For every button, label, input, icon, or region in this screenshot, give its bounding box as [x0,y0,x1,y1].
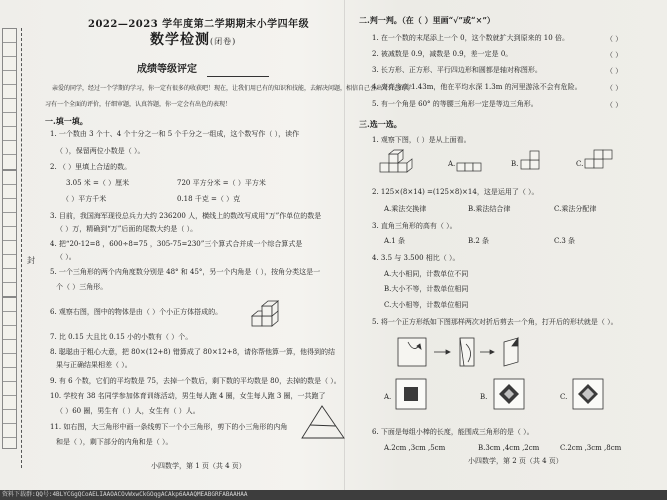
option-a-figure [395,378,427,410]
scan-code: 资料下载群:QQ号:4BLYCGgQCoAELIAAOACOvWxwCkGOqgACAkp6AAAQMEABGRFABAAHAA [2,491,248,498]
school-year-heading: 2022—2023 学年度第二学期期末小学四年级 [88,19,310,30]
option-text: B.大小不等，计数单位相同 [384,285,469,293]
question-10: （ ）60 圈，男生有（ ）人，女生有（ ）人。 [56,407,200,415]
question-1: 1. 一个数由 3 个十、4 个十分之一和 5 个千分之一组成，这个数写作（ ），读作 [50,130,300,138]
grade-label: 成绩等级评定 [137,64,197,75]
choice-question-1: 1. 观察下图，（ ）是从上面看。 [372,136,471,144]
question-11: 11. 如右图，大三角形中画一条线剪下一个小三角形，剪下的小三角形的内角 [50,423,288,431]
question-6: 6. 观察右图，图中的物体是由（ ）个小正方体搭成的。 [50,308,223,316]
answer-blank: （ ） [606,84,623,92]
option-label: B. [480,393,488,401]
grade-blank [207,76,269,77]
question-1: （ ），保留两位小数是（ ）。 [56,147,145,155]
exam-title: 数学检测(闭卷) [150,32,237,48]
triangle-figure [300,404,346,440]
answer-blank: （ ） [606,35,623,43]
question-2: 2. （ ）里填上合适的数。 [50,163,132,171]
option-text: A.大小相同，计数单位不同 [384,270,469,278]
question-2-item: 3.05 米 =（ ）厘米 [66,179,130,187]
answer-blank: （ ） [606,67,623,75]
judge-item: 3. 长方形、正方形、平行四边形和圆都是轴对称图形。 [372,66,542,74]
option-label: A. [384,393,392,401]
judge-item: 2. 被减数是 0.9，减数是 0.9，差一定是 0。 [372,50,513,58]
option-text: A.2cm ,3cm ,5cm [384,444,446,452]
answer-blank: （ ） [606,101,623,109]
student-info-box [2,170,17,297]
answer-blank: （ ） [606,51,623,59]
section2-heading: 二.判一判。（在（ ）里画“√”或“×”） [359,15,495,25]
option-label: A. [448,160,456,168]
choice-question-4: 4. 3.5 与 3.500 相比（ ）。 [372,254,460,262]
option-a-figure [456,154,484,174]
choice-question-3: 3. 直角三角形的高有（ ）。 [372,222,457,230]
page-footer: 小四数学，第 2 页（共 4 页） [468,457,563,465]
option-b-figure [493,378,525,410]
option-b-figure [520,148,550,174]
option-c-figure [572,378,604,410]
judge-item: 1. 在一个数的末尾添上一个 0，这个数就扩大到原来的 10 倍。 [372,34,569,42]
student-info-box [2,28,17,170]
question-9: 9. 有 6 个数，它们的平均数是 75，去掉一个数后，剩下数的平均数是 80，去掉的数是（ ）。 [50,377,341,385]
choice-question-6: 6. 下面是每组小棒的长度，能围成三角形的是（ ）。 [372,428,534,436]
section3-heading: 三.选一选。 [359,119,402,129]
section1-heading: 一.填一填。 [45,116,88,126]
option-label: C. [560,393,568,401]
option-text: C.大小相等，计数单位相同 [384,301,469,309]
option-text: A.乘法交换律 [384,205,427,213]
question-3: （ ）万，精确到“万”后面的尾数大约是（ ）。 [56,225,198,233]
question-5: 5. 一个三角形的两个内角度数分别是 48° 和 45°，另一个内角是（ ），按角分类这是一 [50,268,321,276]
question-3: 3. 目前，我国海军现役总兵力大约 236200 人，横线上的数改写成用“万”作单位的数是 [50,212,322,220]
question-5: 个（ ）三角形。 [56,283,108,291]
seal-cut-line [21,28,22,468]
option-label: B. [511,160,519,168]
cube-view-figure [376,149,416,177]
question-2-item: （ ）平方千米 [62,195,107,203]
option-text: C.3 条 [554,237,576,245]
option-text: B.乘法结合律 [468,205,511,213]
option-label: C. [576,160,584,168]
paper-fold-diagram [394,332,554,372]
seal-word: 封 [27,256,35,265]
option-text: A.1 条 [384,237,405,245]
intro-text: 习有一个全面的评价，仔细审题，认真答题，你一定会有出色的表现！ [45,101,232,108]
option-text: B.2 条 [468,237,490,245]
judge-item: 5. 有一个角是 60° 的等腰三角形一定是等边三角形。 [372,100,538,108]
choice-question-5: 5. 将一个正方形纸如下图那样两次对折后剪去一个角，打开后的形状就是（ ）。 [372,318,618,326]
question-2-item: 0.18 千克 =（ ）克 [177,195,241,203]
question-7: 7. 比 0.15 大且比 0.15 小的小数有（ ）个。 [50,333,193,341]
question-4: 4. 把“20-12=8 ，600÷8=75 ，305-75=230”三个算式合并成一个综合算式是 [50,240,303,248]
binding-margin [0,28,26,473]
option-text: C.乘法分配律 [554,205,597,213]
option-text: C.2cm ,3cm ,8cm [560,444,622,452]
question-10: 10. 学校有 38 名同学参加体育训练活动，男生每人跑 4 圈，女生每人跑 3 圈，一共跑了 [50,392,326,400]
cube-stack-figure [250,296,290,332]
student-info-box [2,297,17,449]
question-8: 8. 聪聪由于粗心大意，把 80×(12+8) 错算成了 80×12+8，请你帮他算一算，他得到的结 [50,348,336,356]
option-text: B.3cm ,4cm ,2cm [478,444,540,452]
page-footer: 小四数学，第 1 页（共 4 页） [151,462,246,470]
intro-text: 亲爱的同学，经过一个学期的学习，你一定有很多的收获吧！现在，让我们用已有的知识和技能，去解决问题，相信自己会出对自己的学 [52,85,413,92]
judge-item: 4. 亮亮身高 1.43m，他在平均水深 1.3m 的河里游泳不会有危险。 [372,83,582,91]
question-11: 和是（ ），剩下部分的内角和是（ ）。 [56,438,173,446]
question-4: （ ）。 [56,253,76,261]
option-c-figure [584,146,614,174]
choice-question-2: 2. 125×(8×14) =(125×8)×14，这是运用了（ ）。 [372,188,539,196]
question-8: 果与正确结果相差（ ）。 [56,361,132,369]
question-2-item: 720 平方分米 =（ ）平方米 [177,179,266,187]
